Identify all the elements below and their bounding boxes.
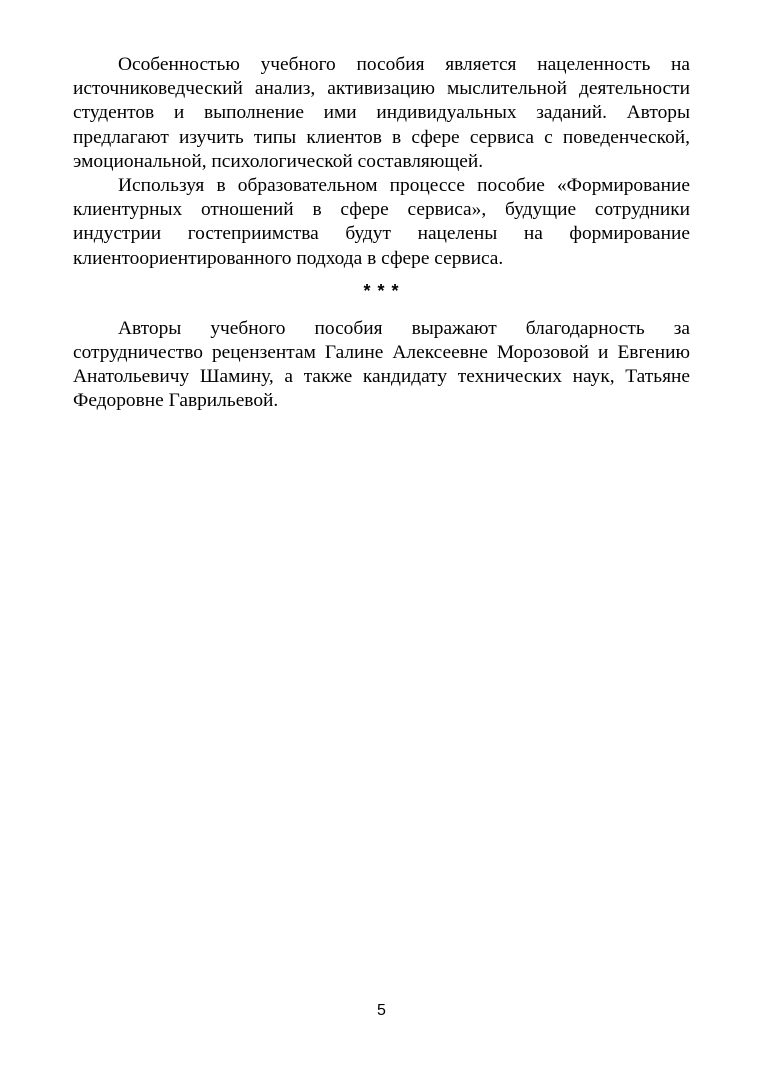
page-number: 5 — [377, 1002, 386, 1019]
section-separator: * * * — [363, 280, 400, 301]
paragraph-acknowledgement: Авторы учебного пособия выражают благодарность за сотрудничество рецензентам Галине Алексеевне Морозовой и Евгению Анатольевичу Шамину, а также кандидату технических наук, Татьяне Федоровне Гаврильевой. — [73, 317, 690, 412]
paragraph-usage: Используя в образовательном процессе пособие «Формирование клиентурных отношений в сфере сервиса», будущие сотрудники индустрии гостеприимства будут нацелены на формирование клиентоориентированного подхода в сфере сервиса. — [73, 175, 690, 269]
page-content — [73, 53, 690, 414]
paragraph-intro: Особенностью учебного пособия является нацеленность на источниковедческий анализ, активизацию мыслительной деятельности студентов и выполнение ими индивидуальных заданий. Авторы предлагают изучить типы клиентов в сфере сервиса с поведенческой, эмоциональной, психологической составляющей. — [73, 54, 690, 172]
